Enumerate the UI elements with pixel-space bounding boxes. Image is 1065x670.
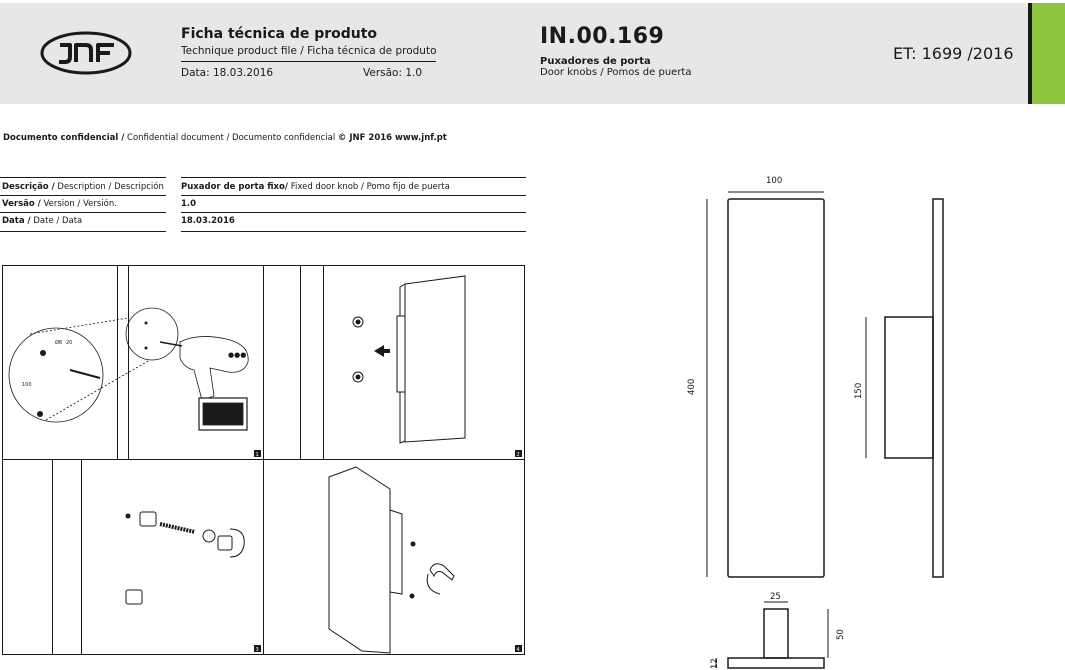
- info-value-date: 18.03.2016: [181, 216, 235, 226]
- title-rule: [181, 61, 436, 62]
- confidential-notice: [3, 133, 447, 143]
- step-number-4: 4: [516, 647, 520, 653]
- detail-diameter: Ø8: [55, 340, 63, 346]
- jnf-logo: [40, 30, 132, 76]
- et-reference: ET: 1699 /2016: [893, 44, 1014, 63]
- info-rule: [0, 231, 166, 232]
- header-band: [0, 3, 1030, 104]
- step-number-2: 2: [516, 452, 520, 458]
- bottom-view-plate: [728, 658, 824, 668]
- product-category-translations: Door knobs / Pomos de puerta: [540, 67, 692, 78]
- step-number-3: 3: [255, 647, 259, 653]
- copyright-text: © JNF 2016 www.jnf.pt: [337, 133, 447, 143]
- front-view-outline: [728, 199, 824, 577]
- info-label-description: Descrição / Description / Descripción: [2, 182, 164, 192]
- doc-date: Data: 18.03.2016: [181, 67, 274, 79]
- dim-base-height: 50: [836, 629, 846, 640]
- dim-base-width: 25: [770, 592, 781, 602]
- dim-height: 400: [687, 378, 697, 395]
- dim-depth: 150: [854, 382, 864, 399]
- confidential-text: Confidential document / Documento confidencial: [127, 133, 336, 143]
- brand-accent-bar: [1032, 3, 1065, 104]
- bottom-view-stem: [764, 609, 788, 658]
- info-value-description: Puxador de porta fixo/ Fixed door knob / Pomo fijo de puerta: [181, 182, 450, 192]
- doc-subtitle: Technique product file / Ficha técnica de produto: [181, 45, 437, 57]
- installation-steps: [0, 264, 528, 657]
- info-rule: [181, 195, 526, 196]
- info-rule: [181, 231, 526, 232]
- info-rule: [0, 195, 166, 196]
- svg-text:●●●: ●●●: [228, 351, 247, 359]
- info-rule: [181, 212, 526, 213]
- info-value-version: 1.0: [181, 199, 197, 209]
- product-code: IN.00.169: [540, 24, 665, 49]
- info-label-date: Data / Date / Data: [2, 216, 83, 226]
- detail-depth: 20: [66, 340, 73, 346]
- step4-illustration: [329, 467, 454, 653]
- doc-version: Versão: 1.0: [363, 67, 423, 79]
- dim-width: 100: [766, 176, 783, 186]
- info-rule: [0, 212, 166, 213]
- step-number-1: 1: [255, 452, 259, 458]
- step2-illustration: [353, 276, 465, 443]
- info-rule: [0, 177, 166, 178]
- detail-spacing: 100: [22, 382, 32, 388]
- doc-title: Ficha técnica de produto: [181, 26, 378, 42]
- step3-illustration: [126, 512, 244, 604]
- confidential-prefix: Documento confidencial /: [3, 133, 125, 143]
- side-view-base: [885, 317, 933, 458]
- side-view-plate: [933, 199, 943, 577]
- technical-drawing: [680, 170, 1065, 670]
- dim-plate-thickness: 12: [710, 658, 720, 669]
- product-category: Puxadores de porta: [540, 56, 651, 67]
- info-rule: [181, 177, 526, 178]
- info-label-version: Versão / Version / Versión.: [2, 199, 117, 209]
